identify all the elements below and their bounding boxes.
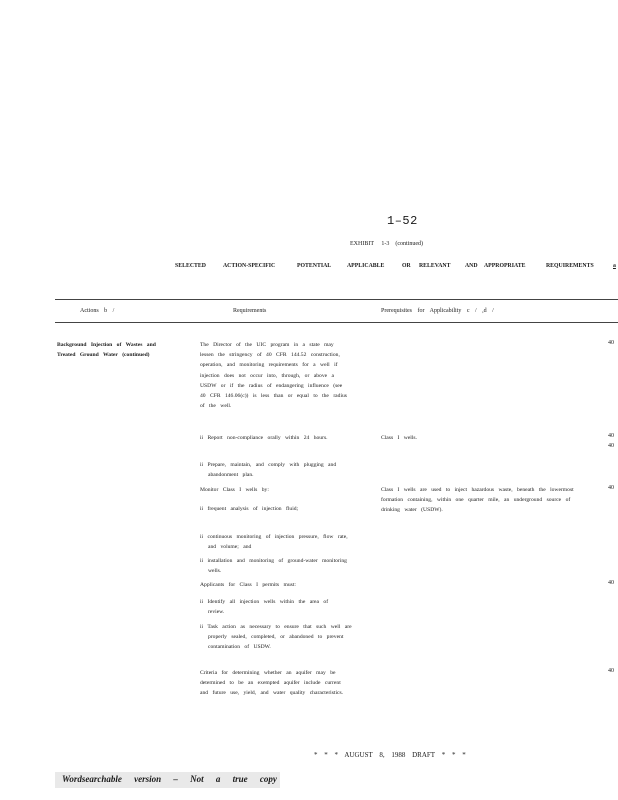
- requirement-bullet: ii Task action as necessary to ensure that such well are properly sealed, completed, or abandoned to prevent contamination of USDW.: [200, 624, 352, 651]
- exhibit-title: [175, 263, 618, 273]
- requirement-text: Criteria for determining whether an aquifer may be determined to be an exempted aquifer include current and future use, yield, and water quality characteristics.: [200, 670, 344, 697]
- column-header-prerequisites: Prerequisites for Applicability c / ,d /: [381, 308, 494, 314]
- requirement-bullet: ii Report non-compliance orally within 24 hours.: [200, 435, 328, 441]
- table-header-rule: [55, 322, 618, 323]
- prerequisite-text: Class I wells are used to inject hazardous waste, beneath the lowermost formation containing, within one quarter mile, an underground source of drinking water (USDW).: [381, 487, 574, 514]
- exhibit-continued: (continued): [395, 241, 424, 247]
- citation-ref: 40: [608, 340, 614, 346]
- citation-ref: 40: [608, 433, 614, 439]
- requirement-bullet: [200, 532, 348, 552]
- column-header-actions: Actions b /: [80, 308, 115, 314]
- table-top-rule: [55, 299, 618, 300]
- watermark-text: Wordsearchable version – Not a true copy: [62, 774, 277, 784]
- requirement-text: Applicants for Class I permits must:: [200, 582, 296, 588]
- title-word: OR: [402, 263, 411, 269]
- title-word: SELECTED: [175, 263, 206, 269]
- title-word: APPROPRIATE: [484, 263, 526, 269]
- requirement-text: Monitor Class I wells by:: [200, 487, 269, 493]
- title-word: APPLICABLE: [347, 263, 385, 269]
- requirement-bullet: ii Prepare, maintain, and comply with plugging and abandonment plan.: [200, 462, 337, 479]
- title-word: ACTION-SPECIFIC: [223, 263, 276, 269]
- requirement-bullet: ii frequent analysis of injection fluid;: [200, 506, 299, 512]
- title-footnote: a: [613, 263, 616, 269]
- title-word: AND: [465, 263, 478, 269]
- title-word: POTENTIAL: [297, 263, 332, 269]
- citation-ref: 40: [608, 485, 614, 491]
- requirement-text: The Director of the UIC program in a state may lessen the stringency of 40 CFR 144.52 construction, operation, and monitoring requirements for a well if injection does not occur into, through, or above a USDW or if the radius of endangering influence (see 40 CFR 146.06(c)) is less than or equal to the radius of the well.: [200, 342, 347, 410]
- citation-ref: 40: [608, 668, 614, 674]
- citation-ref: 40: [608, 580, 614, 586]
- exhibit-label: [350, 241, 423, 247]
- prerequisite-text: Class I wells.: [381, 435, 417, 441]
- draft-footer: * * * AUGUST 8, 1988 DRAFT * * *: [314, 751, 466, 759]
- page-number: 1–52: [387, 214, 418, 228]
- exhibit-number: EXHIBIT 1-3: [350, 241, 390, 247]
- title-word: RELEVANT: [419, 263, 451, 269]
- requirement-bullet-text: ii continuous monitoring of injection pressure, flow rate, and volume; and: [200, 534, 348, 551]
- action-cell: Background Injection of Wastes and Treated Ground Water (continued): [57, 342, 156, 359]
- requirement-bullet: ii Identify all injection wells within the area of review.: [200, 599, 329, 616]
- title-word: REQUIREMENTS: [546, 263, 594, 269]
- column-header-requirements: Requirements: [233, 308, 267, 314]
- citation-ref: 40: [608, 443, 614, 449]
- requirement-bullet: ii installation and monitoring of ground-water monitoring wells.: [200, 558, 347, 575]
